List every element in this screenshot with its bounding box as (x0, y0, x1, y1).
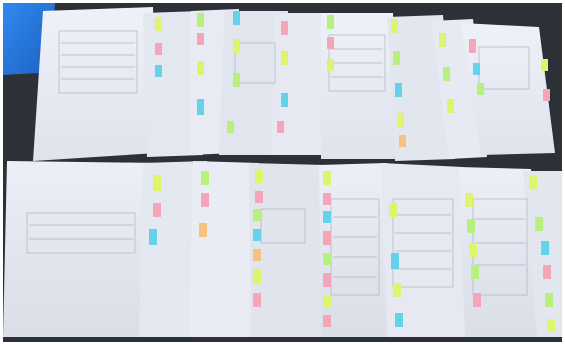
glare (3, 3, 562, 342)
photo (3, 3, 562, 342)
photo-svg (3, 3, 562, 342)
